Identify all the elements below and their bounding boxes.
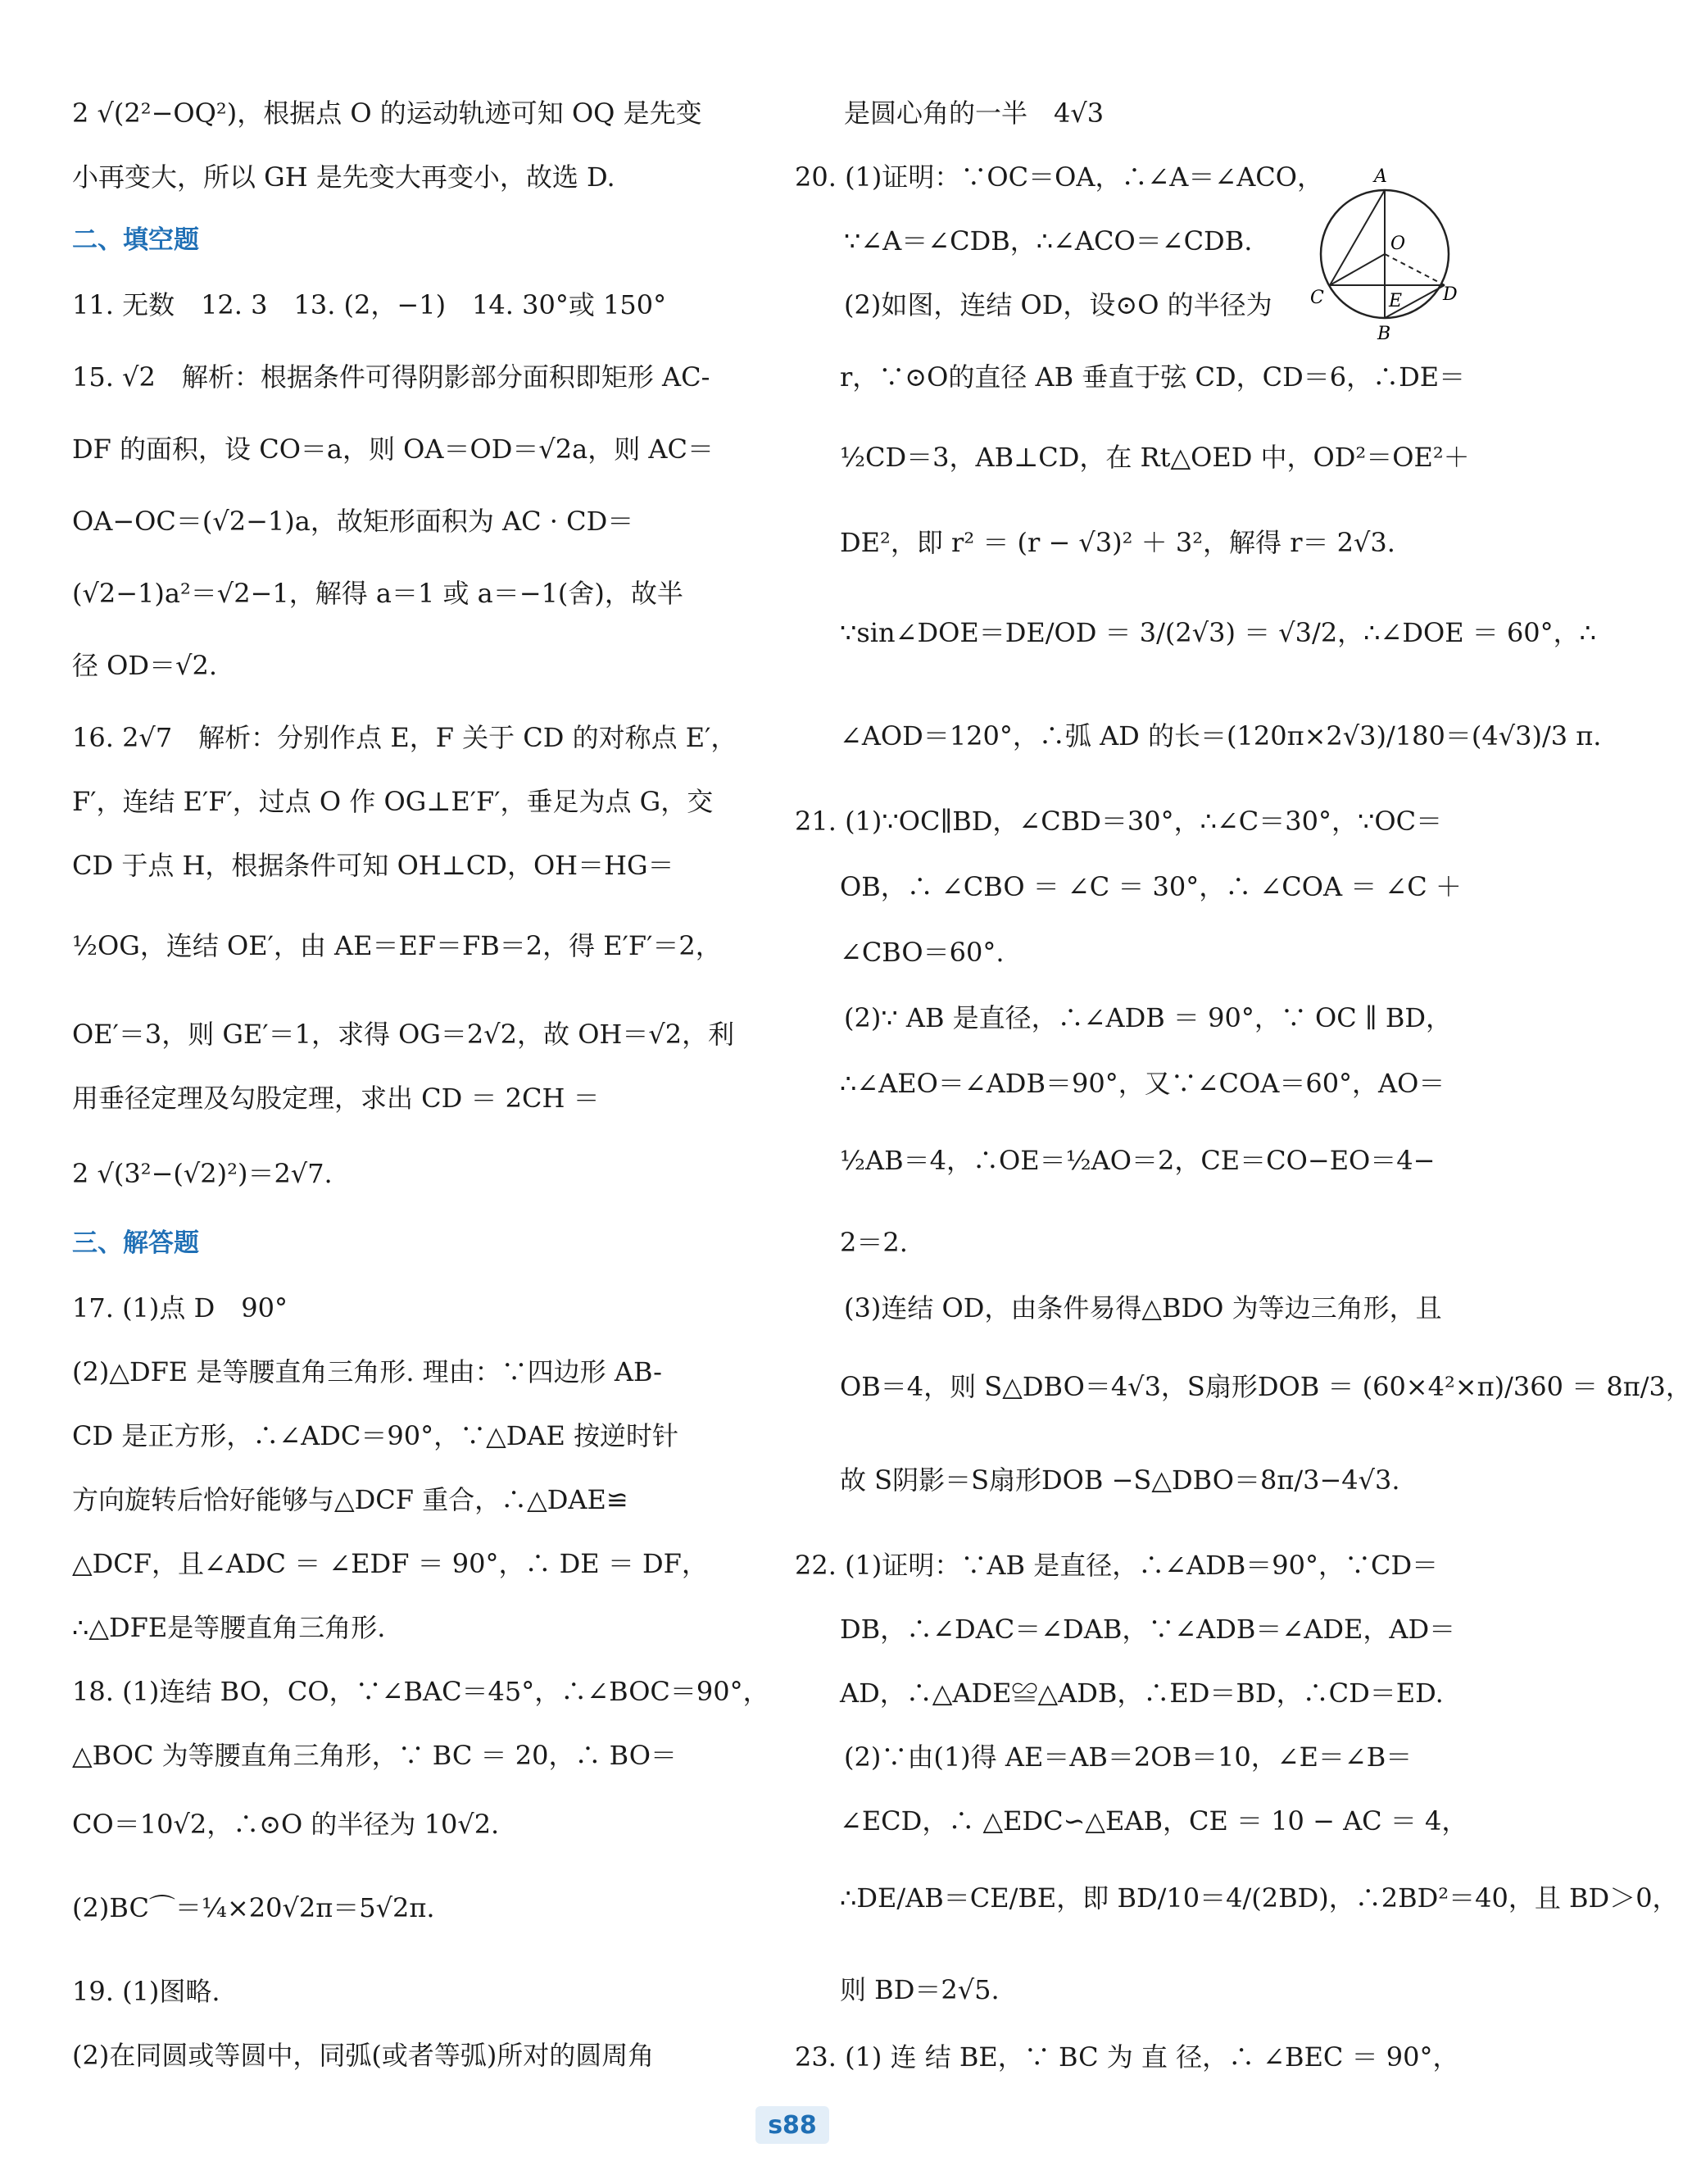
text-line: AD，∴△ADE≌△ADB，∴ED＝BD，∴CD＝ED. [840, 1678, 1444, 1709]
section-heading-fill-blank: 二、填空题 [72, 225, 199, 255]
text-line: (2)如图，连结 OD，设⊙O 的半径为 [844, 289, 1272, 320]
text-line: ∵∠A＝∠CDB，∴∠ACO＝∠CDB. [844, 225, 1253, 257]
text-line: 2 √(2²−OQ²)，根据点 O 的运动轨迹可知 OQ 是先变 [72, 98, 702, 129]
text-line: 23. (1) 连 结 BE，∵ BC 为 直 径，∴ ∠BEC ＝ 90°， [795, 2041, 1459, 2073]
label-e: E [1389, 291, 1403, 311]
text-line: F′，连结 E′F′，过点 O 作 OG⊥E′F′，垂足为点 G，交 [72, 786, 714, 817]
text-line: △BOC 为等腰直角三角形，∵ BC ＝ 20，∴ BO＝ [72, 1740, 677, 1771]
text-line: ∴△DFE是等腰直角三角形. [72, 1612, 386, 1643]
text-line: (2)在同圆或等圆中，同弧(或者等弧)所对的圆周角 [72, 2040, 655, 2071]
text-line: 小再变大，所以 GH 是先变大再变小，故选 D. [72, 161, 615, 193]
text-line: DB，∴∠DAC＝∠DAB，∵∠ADB＝∠ADE，AD＝ [840, 1614, 1456, 1645]
text-line: 方向旋转后恰好能够与△DCF 重合，∴△DAE≌ [72, 1484, 628, 1515]
text-line: 17. (1)点 D 90° [72, 1292, 288, 1324]
text-line: (√2−1)a²＝√2−1，解得 a＝1 或 a＝−1(舍)，故半 [72, 578, 683, 609]
text-line: 是圆心角的一半 4√3 [844, 98, 1105, 129]
text-line: ∴DE/AB＝CE/BE，即 BD/10＝4/(2BD)，∴2BD²＝40，且 BD＞0， [840, 1882, 1679, 1914]
text-line: r，∵⊙O的直径 AB 垂直于弦 CD，CD＝6，∴DE＝ [840, 361, 1466, 393]
text-line: 15. √2 解析：根据条件可得阴影部分面积即矩形 AC- [72, 361, 710, 393]
text-line: ∴∠AEO＝∠ADB＝90°，又∵∠COA＝60°，AO＝ [840, 1068, 1445, 1099]
text-line: CO＝10√2，∴⊙O 的半径为 10√2. [72, 1809, 500, 1840]
text-line: (2)△DFE 是等腰直角三角形. 理由：∵四边形 AB- [72, 1356, 662, 1387]
section-heading-solutions: 三、解答题 [72, 1228, 199, 1258]
segment-od [1385, 254, 1445, 285]
text-line: ½OG，连结 OE′，由 AE＝EF＝FB＝2，得 E′F′＝2， [72, 930, 722, 961]
text-line: 径 OD＝√2. [72, 650, 217, 681]
text-line: CD 是正方形，∴∠ADC＝90°，∵△DAE 按逆时针 [72, 1420, 679, 1451]
text-line: ∵sin∠DOE＝DE/OD ＝ 3/(2√3) ＝ √3/2，∴∠DOE ＝ 60°，∴ [840, 617, 1597, 648]
text-line: 11. 无数 12. 3 13. (2，−1) 14. 30°或 150° [72, 289, 667, 320]
text-line: 19. (1)图略. [72, 1976, 220, 2007]
text-line: (3)连结 OD，由条件易得△BDO 为等边三角形，且 [844, 1292, 1442, 1324]
text-line: 16. 2√7 解析：分别作点 E，F 关于 CD 的对称点 E′， [72, 722, 737, 753]
page-number: s88 [755, 2106, 829, 2144]
text-line: OA−OC＝(√2−1)a，故矩形面积为 AC · CD＝ [72, 506, 634, 537]
text-line: ½CD＝3，AB⊥CD，在 Rt△OED 中，OD²＝OE²＋ [840, 442, 1470, 473]
text-line: ½AB＝4，∴OE＝½AO＝2，CE＝CO−EO＝4− [840, 1145, 1436, 1176]
text-line: (2)BC⌒＝¼×20√2π＝5√2π. [72, 1892, 435, 1923]
text-line: 2＝2. [840, 1227, 908, 1258]
text-line: OB，∴ ∠CBO ＝ ∠C ＝ 30°，∴ ∠COA ＝ ∠C ＋ [840, 871, 1462, 902]
text-line: 22. (1)证明：∵AB 是直径，∴∠ADB＝90°，∵CD＝ [795, 1550, 1439, 1581]
text-line: (2)∵ AB 是直径，∴∠ADB ＝ 90°，∵ OC ∥ BD， [844, 1002, 1453, 1033]
label-b: B [1377, 324, 1391, 344]
text-line: OB＝4，则 S△DBO＝4√3，S扇形DOB ＝ (60×4²×π)/360 ＝ 8π/3， [840, 1371, 1692, 1402]
text-line: 则 BD＝2√5. [840, 1974, 1000, 2005]
circle-diagram [1307, 164, 1458, 344]
text-line: CD 于点 H，根据条件可知 OH⊥CD，OH＝HG＝ [72, 850, 674, 881]
text-line: △DCF，且∠ADC ＝ ∠EDF ＝ 90°，∴ DE ＝ DF， [72, 1548, 708, 1579]
text-line: (2)∵由(1)得 AE＝AB＝2OB＝10，∠E＝∠B＝ [844, 1741, 1413, 1773]
text-line: ∠AOD＝120°，∴弧 AD 的长＝(120π×2√3)/180＝(4√3)/3 π. [840, 720, 1602, 751]
label-d: D [1443, 284, 1458, 305]
text-line: 18. (1)连结 BO，CO，∵∠BAC＝45°，∴∠BOC＝90°， [72, 1676, 769, 1707]
text-line: ∠CBO＝60°. [840, 937, 1005, 968]
text-line: 21. (1)∵OC∥BD，∠CBD＝30°，∴∠C＝30°，∵OC＝ [795, 806, 1443, 837]
text-line: OE′＝3，则 GE′＝1，求得 OG＝2√2，故 OH＝√2，利 [72, 1019, 735, 1050]
text-line: DE²，即 r² ＝ (r − √3)² ＋ 3²，解得 r＝ 2√3. [840, 527, 1395, 558]
text-line: DF 的面积，设 CO＝a，则 OA＝OD＝√2a，则 AC＝ [72, 434, 714, 465]
label-c: C [1310, 288, 1324, 308]
label-a: A [1374, 166, 1387, 187]
text-line: 20. (1)证明：∵OC＝OA，∴∠A＝∠ACO， [795, 161, 1324, 193]
text-line: 故 S阴影＝S扇形DOB −S△DBO＝8π/3−4√3. [840, 1464, 1400, 1496]
text-line: 用垂径定理及勾股定理，求出 CD ＝ 2CH ＝ [72, 1083, 600, 1114]
text-line: 2 √(3²−(√2)²)＝2√7. [72, 1158, 333, 1189]
text-line: ∠ECD，∴ △EDC∽△EAB，CE ＝ 10 − AC ＝ 4， [840, 1805, 1468, 1837]
label-o: O [1390, 234, 1406, 254]
segment-ca [1330, 190, 1385, 285]
